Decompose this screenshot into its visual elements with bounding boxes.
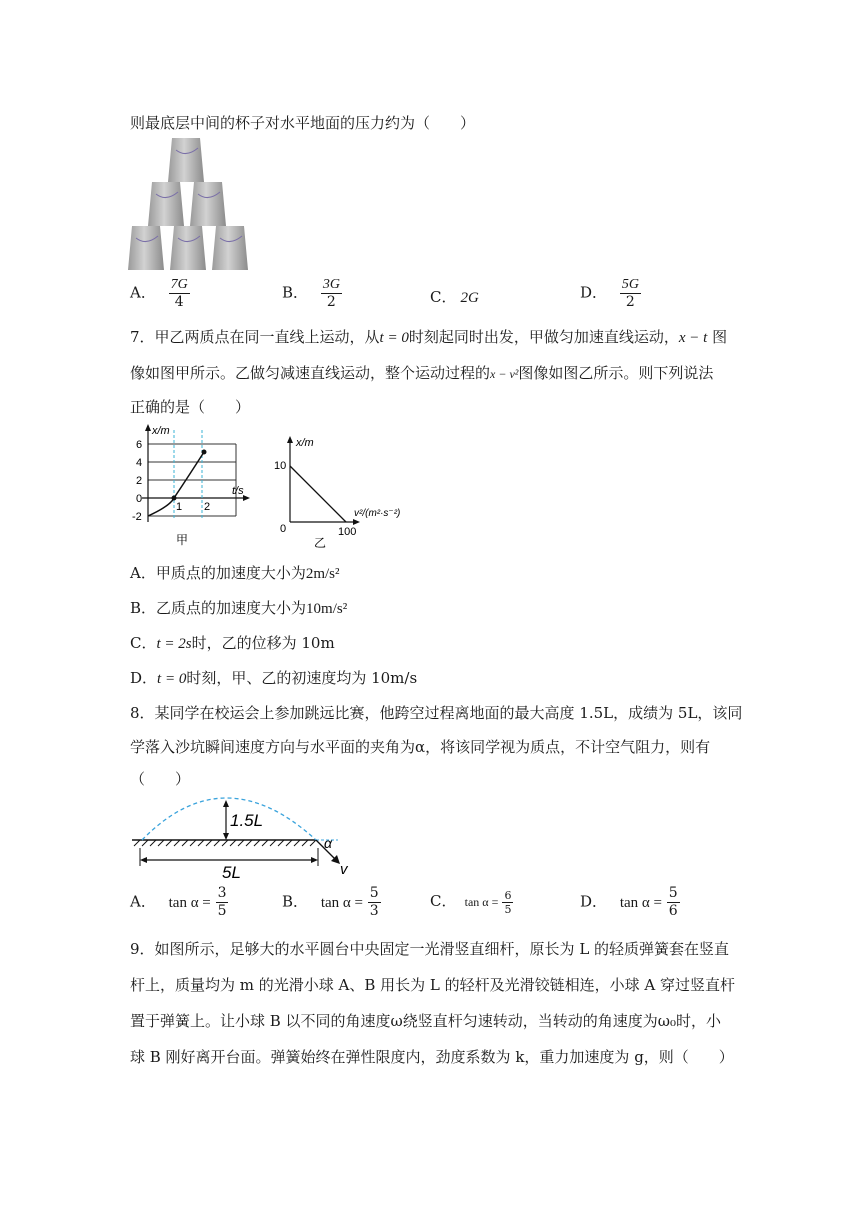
jia-y-tick: 6 — [136, 439, 143, 451]
cup-mid-left — [148, 182, 184, 226]
jia-x-tick: 2 — [204, 501, 211, 513]
cup-bottom-right — [212, 226, 248, 270]
q8-option-b[interactable]: B． tan α = $\frac{5}{3}$ — [282, 885, 379, 919]
cup-bottom-middle — [170, 226, 206, 270]
q7-stem-line3: 正确的是（ ） — [130, 398, 251, 416]
jia-point-1 — [172, 496, 177, 501]
q7-stem-line1: 7．甲乙两质点在同一直线上运动，从t = 0时刻起同时出发，甲做匀加速直线运动，x − t 图 — [130, 328, 728, 346]
cup-bottom-left — [128, 226, 164, 270]
jia-x-axis-label: t/s — [232, 485, 244, 497]
q7-option-b[interactable]: B．乙质点的加速度大小为10m/s² — [130, 599, 348, 617]
trajectory-arc — [142, 798, 316, 840]
velocity-label: v — [340, 861, 348, 878]
long-jump-figure — [128, 796, 364, 880]
q6-option-c[interactable]: C． 2G — [430, 288, 479, 306]
jia-y-tick: 4 — [136, 457, 143, 469]
q9-stem-line3: 置于弹簧上。让小球 B 以不同的角速度ω绕竖直杆匀速转动，当转动的角速度为ω₀时，小 — [130, 1012, 722, 1030]
q8-stem-line3: （ ） — [130, 770, 191, 788]
jia-y-tick: -2 — [132, 511, 142, 523]
q8-option-c[interactable]: C． tan α = $\frac{6}{5}$ — [430, 889, 512, 916]
q9-stem-line1: 9．如图所示，足够大的水平圆台中央固定一光滑竖直细杆，原长为 L 的轻质弹簧套在竖直 — [130, 940, 730, 958]
q9-stem-line4: 球 B 刚好离开台面。弹簧始终在弹性限度内，劲度系数为 k，重力加速度为 g，则（ ） — [130, 1048, 734, 1066]
q6-option-d[interactable]: D． $\frac{5G}{2}$ — [580, 277, 639, 310]
q6-option-b[interactable]: B． $\frac{3G}{2}$ — [282, 277, 340, 310]
jia-point-2 — [202, 450, 207, 455]
q9-stem-line2: 杆上，质量均为 m 的光滑小球 A、B 用长为 L 的轻杆及光滑铰链相连，小球 A 穿过竖直杆 — [130, 976, 736, 994]
jia-y-tick: 0 — [136, 493, 143, 505]
cup-mid-right — [190, 182, 226, 226]
jia-y-axis-label: x/m — [152, 425, 170, 437]
yi-x-tick: 100 — [338, 526, 357, 538]
q7-option-c[interactable]: C．t = 2s时，乙的位移为 10m — [130, 634, 335, 652]
yi-y-axis-label: x/m — [296, 437, 314, 449]
q6-option-a[interactable]: A． $\frac{7G}{4}$ — [130, 277, 188, 310]
q8-stem-line2: 学落入沙坑瞬间速度方向与水平面的夹角为α，将该同学视为质点，不计空气阻力，则有 — [130, 738, 711, 756]
q7-stem-line2: 像如图甲所示。乙做匀减速直线运动，整个运动过程的x − v²图像如图乙所示。则下列说法 — [130, 364, 714, 382]
q8-stem-line1: 8．某同学在校运会上参加跳远比赛，他跨空过程离地面的最大高度 1.5L，成绩为 5L，该同 — [130, 704, 743, 722]
yi-origin-label: 0 — [280, 523, 287, 535]
cup-top — [168, 138, 204, 182]
q8-option-d[interactable]: D． tan α = $\frac{5}{6}$ — [580, 885, 678, 919]
jia-y-tick: 2 — [136, 475, 143, 487]
graph-yi — [272, 432, 432, 550]
q7-option-a[interactable]: A．甲质点的加速度大小为2m/s² — [130, 564, 340, 582]
yi-caption: 乙 — [314, 536, 327, 550]
q7-option-d[interactable]: D．t = 0时刻，甲、乙的初速度均为 10m/s — [130, 669, 418, 687]
angle-label: α — [324, 835, 332, 851]
jia-caption: 甲 — [176, 533, 189, 547]
q6-stem: 则最底层中间的杯子对水平地面的压力约为（ ） — [130, 114, 476, 132]
stacked-cups-figure — [128, 136, 248, 272]
yi-y-tick: 10 — [274, 460, 287, 472]
yi-line — [290, 466, 346, 522]
height-label: 1.5L — [230, 811, 264, 830]
q8-option-a[interactable]: A． tan α = $\frac{3}{5}$ — [130, 885, 227, 919]
length-label: 5L — [222, 863, 241, 880]
yi-x-axis-label: v²/(m²·s⁻²) — [354, 508, 401, 519]
jia-x-tick: 1 — [176, 501, 183, 513]
graph-jia — [128, 422, 258, 552]
